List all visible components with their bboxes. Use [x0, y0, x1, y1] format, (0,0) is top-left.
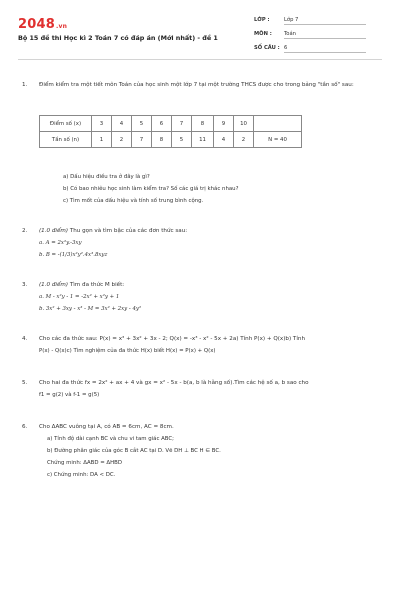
table-cell: 6 [152, 116, 172, 132]
question-3 [22, 281, 382, 290]
table-cell: 7 [132, 132, 152, 148]
question-5-line-2: f1 = g(2) và f-1 = g(5) [39, 392, 100, 398]
meta-count-row [254, 45, 366, 53]
table-cell: 10 [234, 116, 254, 132]
question-1-part-c: c) Tìm mốt của dấu hiệu và tính số trung bình cộng. [63, 198, 204, 204]
question-text: Tìm đa thức M biết: [68, 282, 125, 288]
question-2-part-a: a. A = 2x²y.-3xy [39, 240, 82, 246]
table-cell: 8 [152, 132, 172, 148]
question-text-line-1: Cho các đa thức sau: P(x) = x³ + 3x² + 3x - 2; Q(x) = -x³ - x² - 5x + 2a) Tính P(x) + Q(x)b) Tính [39, 336, 305, 342]
table-cell: 5 [132, 116, 152, 132]
question-text: Cho ΔABC vuông tại A, có AB = 6cm, AC = 8cm. [39, 424, 174, 430]
table-row [40, 116, 302, 132]
table-cell: 1 [92, 132, 112, 148]
meta-class-value: Lớp 7 [284, 17, 366, 25]
table-cell: 9 [214, 116, 234, 132]
question-5 [22, 379, 384, 388]
question-text: Thu gọn và tìm bậc của các đơn thức sau: [68, 228, 188, 234]
meta-count-label: SỐ CÂU : [254, 45, 280, 51]
table-cell: 4 [214, 132, 234, 148]
question-3-part-a: a. M - x²y - 1 = -2x² + x²y + 1 [39, 294, 120, 300]
question-number: 2. [22, 228, 28, 234]
header-divider [18, 59, 382, 60]
table-cell: 5 [172, 132, 192, 148]
table-header-cell: Điểm số (x) [40, 116, 92, 132]
logo-suffix: .vn [55, 23, 68, 30]
table-cell: 2 [112, 132, 132, 148]
question-2-part-b: b. B = -(1/3)x²y².4x³.8xyz [39, 252, 108, 258]
table-row [40, 132, 302, 148]
table-total-cell: N = 40 [254, 132, 302, 148]
question-3-part-b: b. 3x² + 3xy - x³ - M = 3x² + 2xy - 4y² [39, 306, 142, 312]
frequency-table [39, 115, 302, 148]
meta-subject-label: MÔN : [254, 31, 272, 37]
question-number: 1. [22, 82, 28, 88]
question-4 [22, 335, 384, 344]
table-cell: 4 [112, 116, 132, 132]
meta-subject-row [254, 31, 366, 39]
question-6-part-b: b) Đường phân giác của góc B cắt AC tại D. Vẽ DH ⊥ BC H ∈ BC. [47, 448, 221, 454]
question-text: Điểm kiểm tra một tiết môn Toán của học sinh một lớp 7 tại một trường THCS được cho trong bảng "tần số" sau: [39, 82, 354, 88]
question-number: 4. [22, 336, 28, 342]
question-6-part-c: c) Chứng minh: DA < DC. [47, 472, 116, 478]
question-number: 6. [22, 424, 28, 430]
question-text-line-1: Cho hai đa thức fx = 2x² + ax + 4 và gx = x² - 5x - b(a, b là hằng số).Tìm các hệ số a, b sao cho [39, 380, 309, 386]
table-cell: 2 [234, 132, 254, 148]
table-cell: 8 [192, 116, 214, 132]
question-2 [22, 227, 382, 236]
meta-subject-value: Toán [284, 31, 366, 39]
meta-count-value: 6 [284, 45, 366, 53]
question-6-part-b-proof: Chứng minh: ΔABD = ΔHBD [47, 460, 123, 466]
site-logo[interactable] [18, 17, 67, 32]
question-4-line-2: P(x) - Q(x)c) Tìm nghiệm của đa thức H(x) biết H(x) = P(x) + Q(x) [39, 348, 216, 354]
table-cell: 7 [172, 116, 192, 132]
question-6-part-a: a) Tính độ dài cạnh BC và chu vi tam giác ABC; [47, 436, 174, 442]
question-6 [22, 423, 382, 432]
table-cell: 3 [92, 116, 112, 132]
question-number: 3. [22, 282, 28, 288]
table-header-cell: Tần số (n) [40, 132, 92, 148]
document-title: Bộ 15 đề thi Học kì 2 Toán 7 có đáp án (Mới nhất) - đề 1 [18, 34, 218, 42]
question-1-part-b: b) Có bao nhiêu học sinh làm kiểm tra? Số các giá trị khác nhau? [63, 186, 239, 192]
question-1 [22, 81, 382, 90]
meta-class-row [254, 17, 366, 25]
question-1-part-a: a) Dấu hiệu điều tra ở đây là gì? [63, 174, 150, 180]
question-points: (1.0 điểm) [39, 282, 69, 288]
question-points: (1.0 điểm) [39, 228, 69, 234]
table-cell [254, 116, 302, 132]
logo-text: 2048 [18, 17, 55, 32]
meta-class-label: LỚP : [254, 17, 270, 23]
question-number: 5. [22, 380, 28, 386]
table-cell: 11 [192, 132, 214, 148]
